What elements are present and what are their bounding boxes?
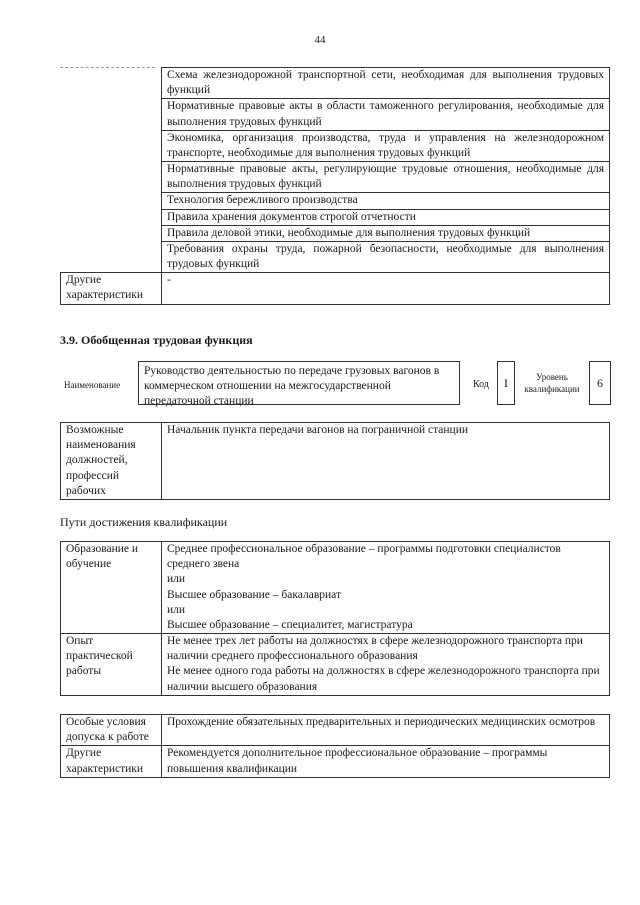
code-label: Код	[473, 379, 489, 390]
table-cell-empty	[61, 68, 162, 273]
name-label: Наименование	[64, 380, 121, 390]
education-table	[60, 541, 610, 696]
qualification-level-label: Уровень квалификации	[524, 372, 580, 395]
table-row	[61, 68, 610, 99]
knowledge-item: Нормативные правовые акты, регулирующие трудовые отношения, необходимые для выполнения трудовых функций	[162, 162, 610, 193]
experience-value	[162, 634, 610, 696]
positions-table	[60, 422, 610, 500]
section-title: 3.9. Обобщенная трудовая функция	[60, 333, 253, 347]
table-row	[61, 634, 610, 696]
table-row	[61, 423, 610, 500]
other-characteristics-value: -	[162, 273, 610, 304]
experience-line: Не менее одного года работы на должностях в сфере железнодорожного транспорта при наличии высшего образования	[167, 665, 600, 693]
code-value-box: I	[497, 361, 515, 405]
knowledge-item: Нормативные правовые акты в области таможенного регулирования, необходимые для выполнения трудовых функций	[162, 99, 610, 130]
knowledge-table	[60, 67, 610, 305]
special-conditions-table	[60, 714, 610, 778]
knowledge-item: Правила деловой этики, необходимые для выполнения трудовых функций	[162, 225, 610, 241]
knowledge-item: Экономика, организация производства, труда и управления на железнодорожном транспорте, необходимые для выполнения трудовых функций	[162, 130, 610, 161]
education-line: Среднее профессиональное образование – программы подготовки специалистов среднего звена	[167, 543, 561, 571]
knowledge-item: Требования охраны труда, пожарной безопасности, необходимые для выполнения трудовых функций	[162, 241, 610, 272]
table-row	[61, 715, 610, 746]
other-characteristics-value: Рекомендуется дополнительное профессиональное образование – программы повышения квалификации	[162, 746, 610, 777]
function-name-box: Руководство деятельностью по передаче грузовых вагонов в коммерческом отношении на межгосударственной передаточной станции	[138, 361, 460, 405]
table-row	[61, 542, 610, 634]
education-line: Высшее образование – специалитет, магистратура	[167, 618, 413, 631]
other-characteristics-label: Другие характеристики	[61, 746, 162, 777]
knowledge-item: Схема железнодорожной транспортной сети, необходимая для выполнения трудовых функций	[162, 68, 610, 99]
knowledge-item: Правила хранения документов строгой отчетности	[162, 209, 610, 225]
table-row	[61, 273, 610, 304]
qualification-paths-title: Пути достижения квалификации	[60, 515, 228, 529]
education-line: Высшее образование – бакалавриат	[167, 588, 341, 601]
education-label: Образование и обучение	[61, 542, 162, 634]
special-conditions-value: Прохождение обязательных предварительных и периодических медицинских осмотров	[162, 715, 610, 746]
education-value	[162, 542, 610, 634]
positions-value: Начальник пункта передачи вагонов на пограничной станции	[162, 423, 610, 500]
qualification-level-box: 6	[589, 361, 611, 405]
table-row	[61, 746, 610, 777]
special-conditions-label: Особые условия допуска к работе	[61, 715, 162, 746]
experience-line: Не менее трех лет работы на должностях в сфере железнодорожного транспорта при наличии среднего профессионального образования	[167, 635, 583, 663]
education-line: или	[167, 573, 186, 586]
page-number: 44	[314, 34, 326, 46]
knowledge-item: Технология бережливого производства	[162, 193, 610, 209]
positions-label: Возможные наименования должностей, профессий рабочих	[61, 423, 162, 500]
experience-label: Опыт практической работы	[61, 634, 162, 696]
education-line: или	[167, 603, 186, 616]
other-characteristics-label: Другие характеристики	[61, 273, 162, 304]
